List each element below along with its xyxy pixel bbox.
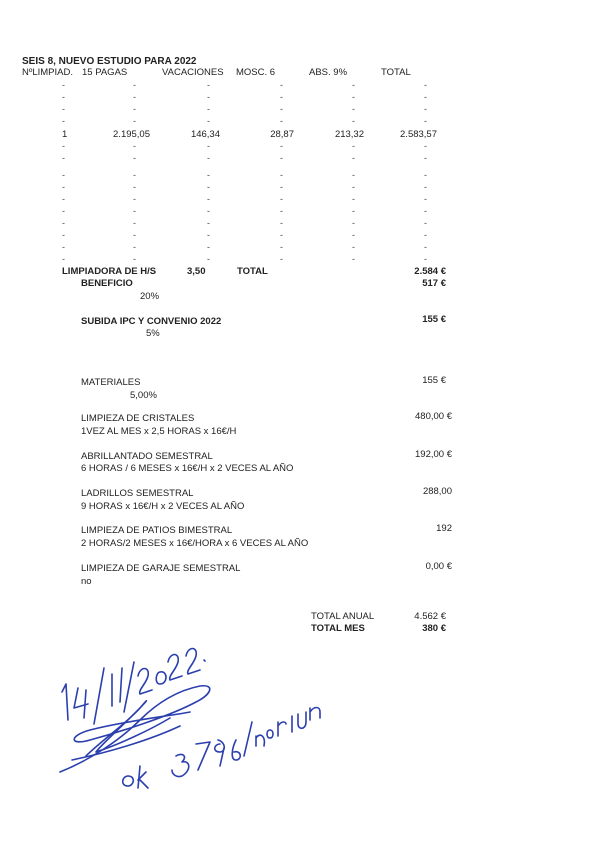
dash-cell: - — [62, 218, 65, 228]
dash-cell: - — [62, 116, 65, 126]
dash-cell: - — [352, 153, 355, 163]
dash-cell: - — [280, 116, 283, 126]
ipc-label: SUBIDA IPC Y CONVENIO 2022 — [81, 316, 222, 327]
dash-cell: - — [207, 194, 210, 204]
total-anual-value: 4.562 € — [414, 611, 446, 622]
dash-cell: - — [424, 194, 427, 204]
dash-cell: - — [207, 170, 210, 180]
cell-mosc: 28,87 — [270, 129, 294, 140]
beneficio-pct: 20% — [140, 291, 160, 302]
dash-cell: - — [352, 218, 355, 228]
dash-cell: - — [280, 194, 283, 204]
item-abrillantado-label: ABRILLANTADO SEMESTRAL — [81, 451, 213, 462]
item-cristales-value: 480,00 € — [415, 411, 452, 422]
dash-cell: - — [133, 218, 136, 228]
item-garaje-detail: no — [81, 576, 92, 587]
item-materiales-value: 155 € — [422, 375, 446, 386]
dash-cell: - — [424, 80, 427, 90]
dash-cell: - — [133, 153, 136, 163]
dash-cell: - — [207, 242, 210, 252]
item-ladrillos-value: 288,00 — [422, 486, 452, 497]
item-abrillantado-detail: 6 HORAS / 6 MESES x 16€/H x 2 VECES AL AÑO — [81, 463, 294, 474]
item-patios-label: LIMPIEZA DE PATIOS BIMESTRAL — [81, 525, 233, 536]
dash-cell: - — [133, 116, 136, 126]
item-abrillantado-value: 192,00 € — [415, 449, 452, 460]
dash-cell: - — [207, 182, 210, 192]
dash-cell: - — [133, 141, 136, 151]
dash-cell: - — [352, 194, 355, 204]
dash-cell: - — [133, 170, 136, 180]
dash-cell: - — [352, 206, 355, 216]
dash-cell: - — [424, 153, 427, 163]
limpiadora-label: LIMPIADORA DE H/S — [62, 266, 157, 277]
cell-pagas: 2.195,05 — [113, 129, 150, 140]
column-header-pagas: 15 PAGAS — [82, 67, 128, 78]
dash-cell: - — [424, 141, 427, 151]
dash-cell: - — [352, 170, 355, 180]
dash-cell: - — [133, 242, 136, 252]
dash-cell: - — [352, 104, 355, 114]
item-cristales-detail: 1VEZ AL MES x 2,5 HORAS x 16€/H — [81, 426, 237, 437]
dash-cell: - — [352, 242, 355, 252]
total-label: TOTAL — [237, 266, 268, 277]
dash-cell: - — [207, 104, 210, 114]
cell-vacaciones: 146,34 — [190, 129, 220, 140]
total-mes-value: 380 € — [422, 623, 446, 634]
dash-cell: - — [133, 182, 136, 192]
dash-cell: - — [280, 80, 283, 90]
signature-scribble — [60, 686, 210, 772]
total-value: 2.584 € — [414, 266, 446, 277]
item-materiales-detail: 5,00% — [130, 390, 157, 401]
dash-cell: - — [62, 182, 65, 192]
beneficio-value: 517 € — [422, 278, 446, 289]
dash-cell: - — [62, 170, 65, 180]
dash-cell: - — [352, 254, 355, 264]
dash-cell: - — [424, 242, 427, 252]
dash-cell: - — [62, 254, 65, 264]
column-header-mosc: MOSC. 6 — [236, 67, 276, 78]
column-header-abs: ABS. 9% — [309, 67, 348, 78]
dash-cell: - — [424, 104, 427, 114]
dash-cell: - — [280, 141, 283, 151]
handwritten-note — [123, 708, 320, 789]
document-title: SEIS 8, NUEVO ESTUDIO PARA 2022 — [22, 56, 197, 67]
dash-cell: - — [352, 230, 355, 240]
dash-cell: - — [133, 92, 136, 102]
cell-abs: 213,32 — [334, 129, 364, 140]
column-header-vacaciones: VACACIONES — [162, 67, 224, 78]
item-garaje-label: LIMPIEZA DE GARAJE SEMESTRAL — [81, 563, 241, 574]
dash-cell: - — [207, 153, 210, 163]
dash-cell: - — [207, 206, 210, 216]
item-cristales-label: LIMPIEZA DE CRISTALES — [81, 413, 195, 424]
dash-cell: - — [280, 242, 283, 252]
dash-cell: - — [133, 104, 136, 114]
ipc-pct: 5% — [146, 328, 160, 339]
item-ladrillos-label: LADRILLOS SEMESTRAL — [81, 488, 194, 499]
item-materiales-label: MATERIALES — [81, 377, 141, 388]
dash-cell: - — [280, 230, 283, 240]
dash-cell: - — [280, 254, 283, 264]
dash-cell: - — [280, 206, 283, 216]
limpiadora-value: 3,50 — [187, 266, 206, 277]
dash-cell: - — [133, 206, 136, 216]
dash-cell: - — [424, 92, 427, 102]
dash-cell: - — [62, 206, 65, 216]
ipc-value: 155 € — [422, 314, 446, 325]
dash-cell: - — [352, 80, 355, 90]
total-anual-label: TOTAL ANUAL — [311, 611, 375, 622]
total-mes-label: TOTAL MES — [311, 623, 365, 634]
dash-cell: - — [424, 182, 427, 192]
dash-cell: - — [62, 92, 65, 102]
dash-cell: - — [133, 194, 136, 204]
dash-cell: - — [62, 153, 65, 163]
dash-cell: - — [62, 104, 65, 114]
dash-cell: - — [207, 141, 210, 151]
cell-limpiad: 1 — [62, 129, 68, 140]
item-patios-value: 192 — [436, 523, 452, 534]
dash-cell: - — [352, 116, 355, 126]
column-header-limpiad: NºLIMPIAD. — [22, 67, 73, 78]
dash-cell: - — [424, 206, 427, 216]
dash-cell: - — [62, 194, 65, 204]
dash-cell: - — [207, 230, 210, 240]
dash-cell: - — [280, 92, 283, 102]
item-ladrillos-detail: 9 HORAS x 16€/H x 2 VECES AL AÑO — [81, 501, 245, 512]
dash-cell: - — [133, 80, 136, 90]
dash-cell: - — [207, 92, 210, 102]
dash-cell: - — [424, 170, 427, 180]
dash-cell: - — [280, 170, 283, 180]
dash-cell: - — [133, 254, 136, 264]
dash-cell: - — [352, 141, 355, 151]
dash-cell: - — [424, 116, 427, 126]
dash-cell: - — [280, 104, 283, 114]
beneficio-label: BENEFICIO — [81, 278, 133, 289]
dash-cell: - — [133, 230, 136, 240]
dash-cell: - — [424, 230, 427, 240]
item-patios-detail: 2 HORAS/2 MESES x 16€/HORA x 6 VECES AL AÑO — [81, 538, 309, 549]
dash-cell: - — [207, 116, 210, 126]
item-garaje-value: 0,00 € — [425, 561, 452, 572]
dash-cell: - — [207, 80, 210, 90]
dash-cell: - — [352, 182, 355, 192]
dash-cell: - — [280, 182, 283, 192]
dash-cell: - — [424, 218, 427, 228]
dash-cell: - — [62, 230, 65, 240]
dash-cell: - — [62, 141, 65, 151]
dash-cell: - — [280, 153, 283, 163]
dash-cell: - — [207, 254, 210, 264]
dash-cell: - — [62, 80, 65, 90]
dash-cell: - — [424, 254, 427, 264]
cell-total: 2.583,57 — [400, 129, 437, 140]
dash-cell: - — [62, 242, 65, 252]
dash-cell: - — [280, 218, 283, 228]
dash-cell: - — [352, 92, 355, 102]
column-header-total: TOTAL — [381, 67, 411, 78]
dash-cell: - — [207, 218, 210, 228]
